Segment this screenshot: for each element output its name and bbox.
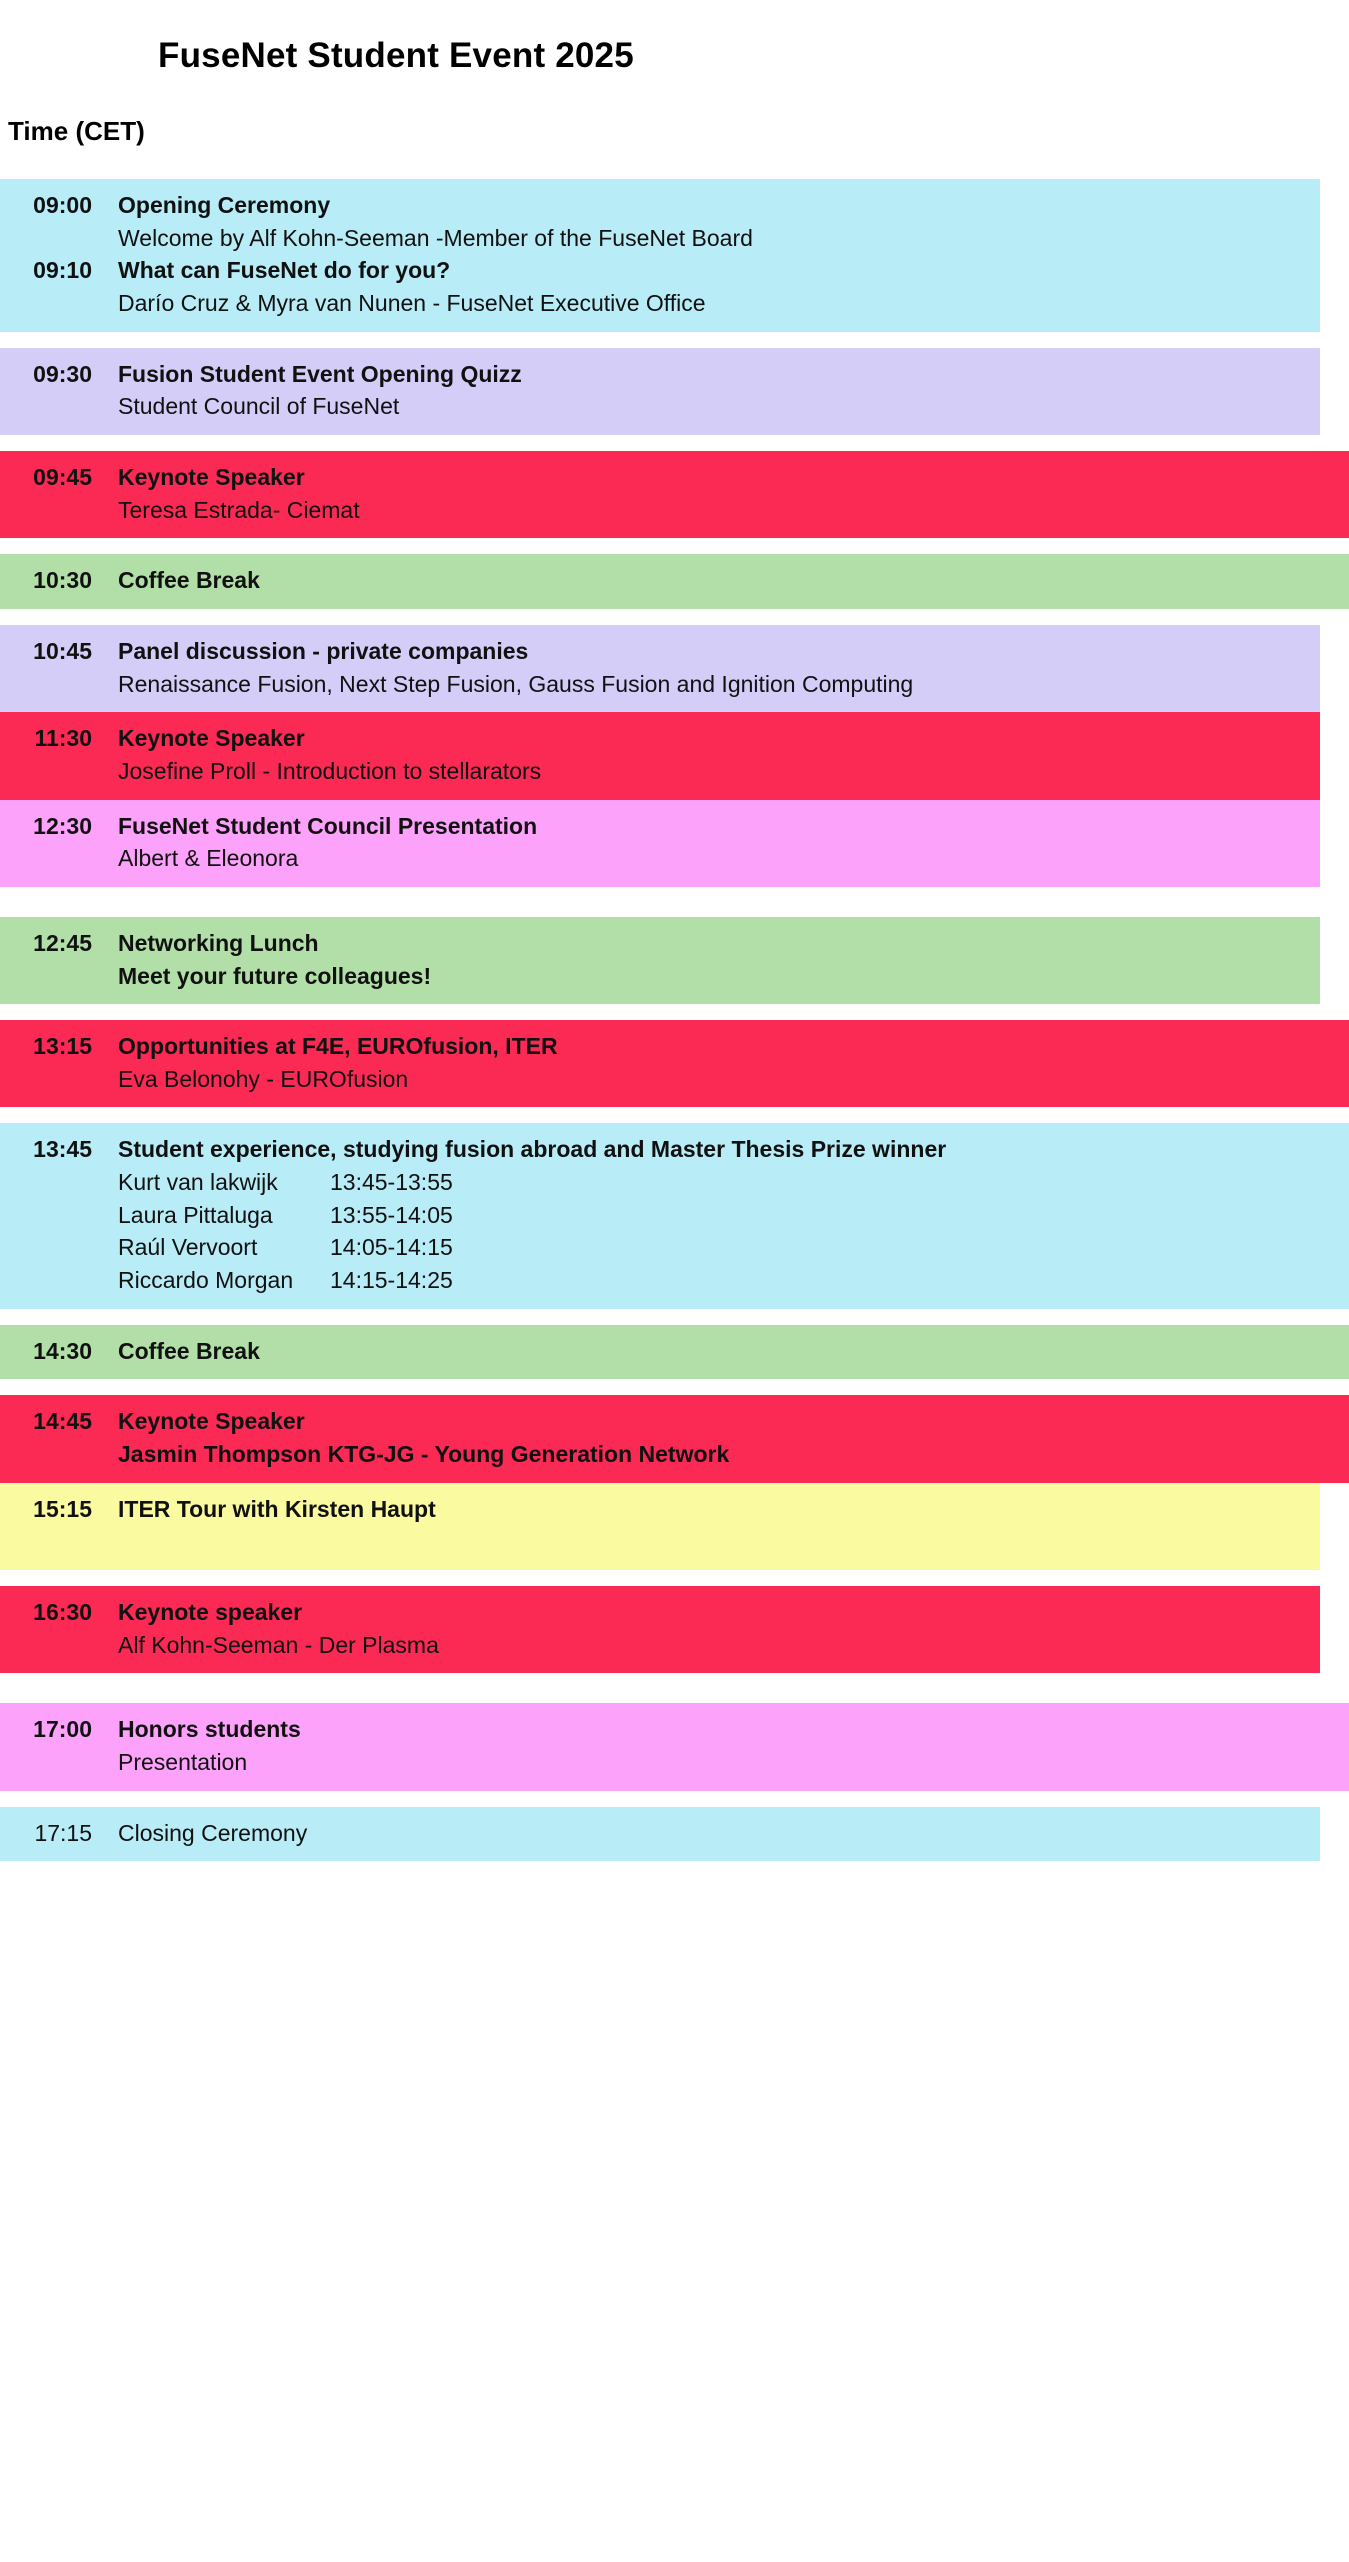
schedule-line-speaker xyxy=(0,1264,1349,1297)
schedule-line-detail xyxy=(0,494,1349,527)
row-title: FuseNet Student Council Presentation xyxy=(118,812,538,839)
schedule-line xyxy=(0,254,1320,287)
row-time: 10:45 xyxy=(33,637,92,664)
schedule-row xyxy=(0,917,1320,1004)
schedule-row xyxy=(0,451,1349,538)
schedule-line xyxy=(0,1030,1349,1063)
schedule-line-detail xyxy=(0,1063,1349,1096)
row-title: Coffee Break xyxy=(118,1337,260,1364)
schedule-row xyxy=(0,1483,1320,1570)
row-time: 13:15 xyxy=(33,1033,92,1060)
row-detail: Teresa Estrada- Ciemat xyxy=(118,496,360,523)
schedule-line-detail xyxy=(0,755,1320,788)
row-title: Closing Ceremony xyxy=(118,1819,308,1846)
row-title: Coffee Break xyxy=(118,567,260,594)
speaker-slot: 14:05-14:15 xyxy=(330,1234,453,1261)
speaker-entry xyxy=(92,1199,1349,1232)
row-title: What can FuseNet do for you? xyxy=(118,257,451,284)
row-title: Keynote Speaker xyxy=(118,463,305,490)
schedule-line-detail xyxy=(0,287,1320,320)
row-title: Student experience, studying fusion abroad and Master Thesis Prize winner xyxy=(118,1136,947,1163)
speaker-entry xyxy=(92,1264,1349,1297)
schedule-line xyxy=(0,927,1320,960)
schedule-line xyxy=(0,722,1320,755)
row-title: Panel discussion - private companies xyxy=(118,637,529,664)
speaker-name: Riccardo Morgan xyxy=(118,1267,294,1294)
row-detail: Alf Kohn-Seeman - Der Plasma xyxy=(118,1631,439,1658)
row-detail: Welcome by Alf Kohn-Seeman -Member of the FuseNet Board xyxy=(118,224,753,251)
row-time: 11:30 xyxy=(34,725,92,752)
page-title: FuseNet Student Event 2025 xyxy=(158,36,634,75)
schedule-row xyxy=(0,554,1349,609)
schedule-line-detail xyxy=(0,390,1320,423)
schedule-row xyxy=(0,348,1320,435)
speaker-name: Raúl Vervoort xyxy=(118,1234,258,1261)
row-time: 14:45 xyxy=(33,1408,92,1435)
schedule-line-detail xyxy=(0,1525,1320,1558)
schedule-line xyxy=(0,635,1320,668)
row-detail: Albert & Eleonora xyxy=(118,845,299,872)
schedule-line xyxy=(0,1493,1320,1526)
row-detail xyxy=(92,1525,1320,1558)
row-detail: Presentation xyxy=(118,1749,248,1775)
row-detail: Darío Cruz & Myra van Nunen - FuseNet Executive Office xyxy=(118,289,706,316)
time-column-label: Time (CET) xyxy=(8,116,145,146)
schedule-line-detail xyxy=(0,222,1320,255)
schedule-row xyxy=(0,179,1320,332)
row-detail: Jasmin Thompson KTG-JG - Young Generation Network xyxy=(118,1441,730,1468)
schedule-line-detail xyxy=(0,1438,1349,1471)
schedule-row xyxy=(0,800,1320,887)
schedule-row xyxy=(0,1395,1349,1482)
speaker-name: Laura Pittaluga xyxy=(118,1201,273,1228)
schedule-line-speaker xyxy=(0,1199,1349,1232)
schedule-line-speaker xyxy=(0,1231,1349,1264)
schedule-line xyxy=(0,1133,1349,1166)
row-detail: Meet your future colleagues! xyxy=(118,962,432,989)
row-title: ITER Tour with Kirsten Haupt xyxy=(118,1495,436,1522)
speaker-name: Kurt van lakwijk xyxy=(118,1169,278,1196)
row-time: 17:15 xyxy=(34,1819,92,1846)
schedule-line xyxy=(0,1713,1349,1746)
row-title: Keynote speaker xyxy=(118,1599,303,1626)
row-time: 16:30 xyxy=(33,1599,92,1626)
schedule-row xyxy=(0,1123,1349,1308)
row-title: Fusion Student Event Opening Quizz xyxy=(118,360,522,387)
schedule-line xyxy=(0,1405,1349,1438)
row-detail: Eva Belonohy - EUROfusion xyxy=(118,1065,409,1092)
schedule-line-detail xyxy=(0,668,1320,701)
row-title: Keynote Speaker xyxy=(118,1408,305,1435)
schedule-list xyxy=(0,179,1349,1861)
row-time: 13:45 xyxy=(33,1136,92,1163)
row-time: 09:00 xyxy=(33,192,92,218)
schedule-line-detail xyxy=(0,1746,1349,1779)
row-detail: Renaissance Fusion, Next Step Fusion, Gauss Fusion and Ignition Computing xyxy=(118,670,914,697)
row-time: 12:45 xyxy=(33,929,92,956)
row-time: 17:00 xyxy=(33,1716,92,1743)
row-detail: Josefine Proll - Introduction to stellarators xyxy=(118,757,542,784)
schedule-line xyxy=(0,564,1349,597)
schedule-row xyxy=(0,1020,1349,1107)
speaker-slot: 13:45-13:55 xyxy=(330,1169,453,1196)
row-time: 14:30 xyxy=(33,1337,92,1364)
row-time: 09:45 xyxy=(33,463,92,490)
row-title: Opportunities at F4E, EUROfusion, ITER xyxy=(118,1033,558,1060)
schedule-line xyxy=(0,189,1320,222)
speaker-slot: 14:15-14:25 xyxy=(330,1267,453,1294)
schedule-line-detail xyxy=(0,842,1320,875)
row-time: 09:10 xyxy=(33,257,92,284)
schedule-line xyxy=(0,1596,1320,1629)
schedule-line-speaker xyxy=(0,1166,1349,1199)
speaker-entry xyxy=(92,1166,1349,1199)
schedule-row xyxy=(0,1325,1349,1380)
row-time: 10:30 xyxy=(33,567,92,594)
schedule-line xyxy=(0,1335,1349,1368)
speaker-slot: 13:55-14:05 xyxy=(330,1201,453,1228)
row-time: 12:30 xyxy=(33,812,92,839)
schedule-line xyxy=(0,358,1320,391)
schedule-row xyxy=(0,1703,1349,1790)
row-detail: Student Council of FuseNet xyxy=(118,393,400,420)
schedule-row xyxy=(0,1807,1320,1862)
row-title: Honors students xyxy=(118,1716,301,1743)
schedule-line xyxy=(0,810,1320,843)
schedule-line-detail xyxy=(0,1629,1320,1662)
schedule-line-detail xyxy=(0,960,1320,993)
schedule-row xyxy=(0,1586,1320,1673)
schedule-line xyxy=(0,461,1349,494)
row-title: Keynote Speaker xyxy=(118,725,305,752)
schedule-line xyxy=(0,1817,1320,1850)
row-time: 15:15 xyxy=(33,1495,92,1522)
schedule-row xyxy=(0,712,1320,799)
schedule-row xyxy=(0,625,1320,712)
row-title: Opening Ceremony xyxy=(118,192,331,218)
row-time: 09:30 xyxy=(33,360,92,387)
row-title: Networking Lunch xyxy=(118,929,319,956)
speaker-entry xyxy=(92,1231,1349,1264)
